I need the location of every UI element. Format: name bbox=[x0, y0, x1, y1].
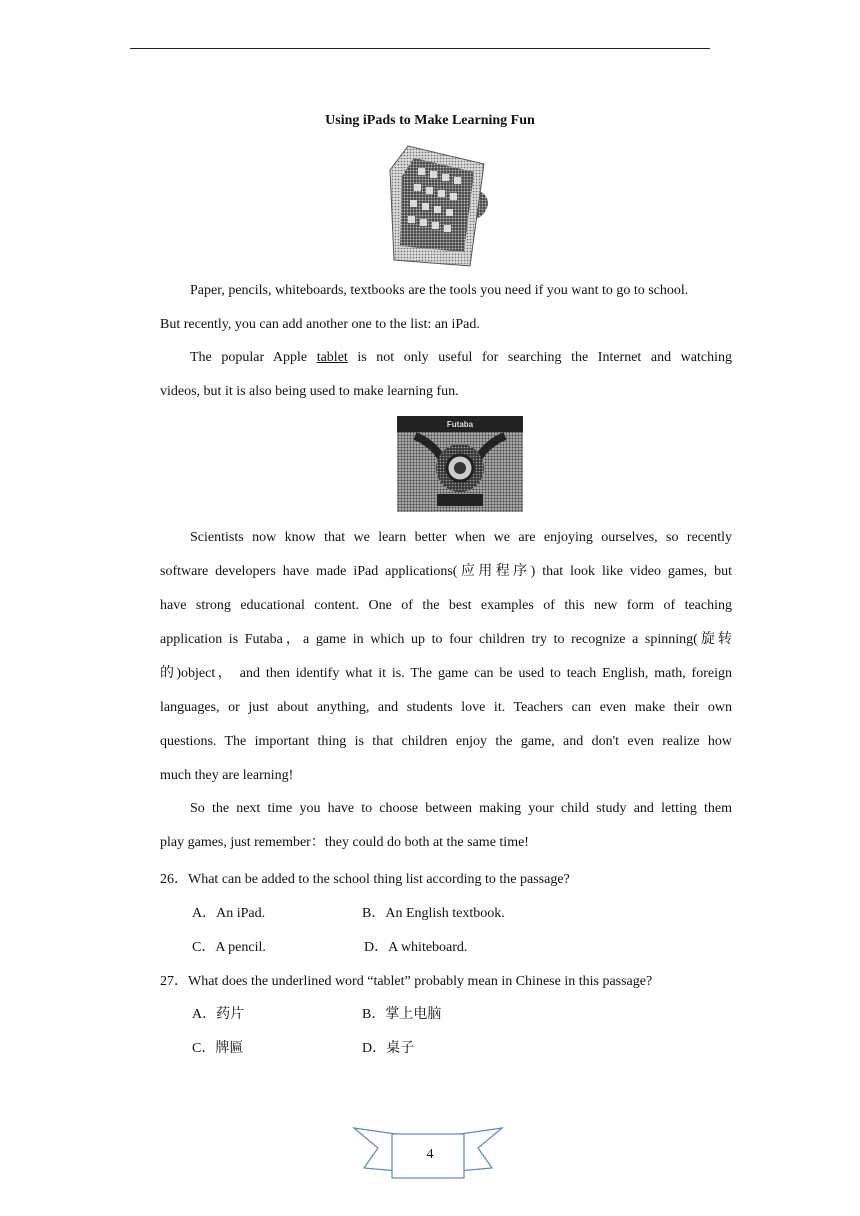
question-27-stem: 27．What does the underlined word “tablet” probably mean in Chinese in this passage? bbox=[160, 974, 653, 989]
paragraph-3-line-8: much they are learning! bbox=[160, 768, 294, 783]
header-rule bbox=[130, 48, 710, 49]
futaba-image bbox=[397, 416, 523, 512]
paragraph-4-line-1: So the next time you have to choose between making your child study and letting them bbox=[190, 801, 732, 816]
question-26-option-a: A．An iPad. bbox=[192, 906, 266, 921]
question-26-option-d: D．A whiteboard. bbox=[364, 940, 468, 955]
futaba-label: Futaba bbox=[446, 420, 474, 429]
paragraph-4-line-2: play games, just remember：they could do both at the same time! bbox=[160, 835, 529, 850]
paragraph-3-line-6: languages, or just about anything, and students love it. Teachers can even make their own bbox=[160, 700, 732, 715]
paragraph-1-line-2: But recently, you can add another one to the list: an iPad. bbox=[160, 317, 480, 332]
paragraph-3-line-7: questions. The important thing is that children enjoy the game, and don't even realize how bbox=[160, 734, 732, 749]
question-27-option-d: D．桌子 bbox=[362, 1041, 415, 1056]
underlined-word-tablet: tablet bbox=[316, 350, 348, 365]
question-27-option-b: B．掌上电脑 bbox=[362, 1007, 442, 1022]
paragraph-3 bbox=[160, 521, 732, 793]
ipad-icon bbox=[388, 142, 498, 268]
paragraph-3-line-3: have strong educational content. One of the best examples of this new form of teaching bbox=[160, 598, 732, 613]
paragraph-3-line-2: software developers have made iPad applications(应用程序) that look like video games, but bbox=[160, 564, 732, 579]
futaba-game-icon bbox=[397, 416, 523, 512]
paragraph-2-line-2: videos, but it is also being used to make learning fun. bbox=[160, 384, 459, 399]
ipad-image bbox=[388, 142, 498, 268]
paragraph-2 bbox=[160, 341, 732, 409]
paragraph-3-line-1: Scientists now know that we learn better when we are enjoying ourselves, so recently bbox=[190, 530, 732, 545]
question-27-option-a: A．药片 bbox=[192, 1007, 245, 1022]
page-number: 4 bbox=[426, 1147, 434, 1162]
question-26-stem: 26．What can be added to the school thing list according to the passage? bbox=[160, 872, 570, 887]
question-26-option-b: B．An English textbook. bbox=[362, 906, 505, 921]
paragraph-1 bbox=[160, 274, 732, 342]
question-26-option-c: C．A pencil. bbox=[192, 940, 266, 955]
paragraph-4 bbox=[160, 792, 732, 860]
passage-title: Using iPads to Make Learning Fun bbox=[325, 113, 535, 128]
paragraph-1-line-1: Paper, pencils, whiteboards, textbooks are the tools you need if you want to go to school. bbox=[190, 283, 689, 298]
question-27-option-c: C．牌匾 bbox=[192, 1041, 244, 1056]
paragraph-2-line-1: The popular Apple tablet is not only useful for searching the Internet and watching bbox=[190, 350, 732, 365]
paragraph-3-line-4: application is Futaba，a game in which up to four children try to recognize a spinning(旋转 bbox=[160, 632, 732, 647]
paragraph-3-line-5: 的)object， and then identify what it is. The game can be used to teach English, math, foreign bbox=[160, 666, 732, 681]
